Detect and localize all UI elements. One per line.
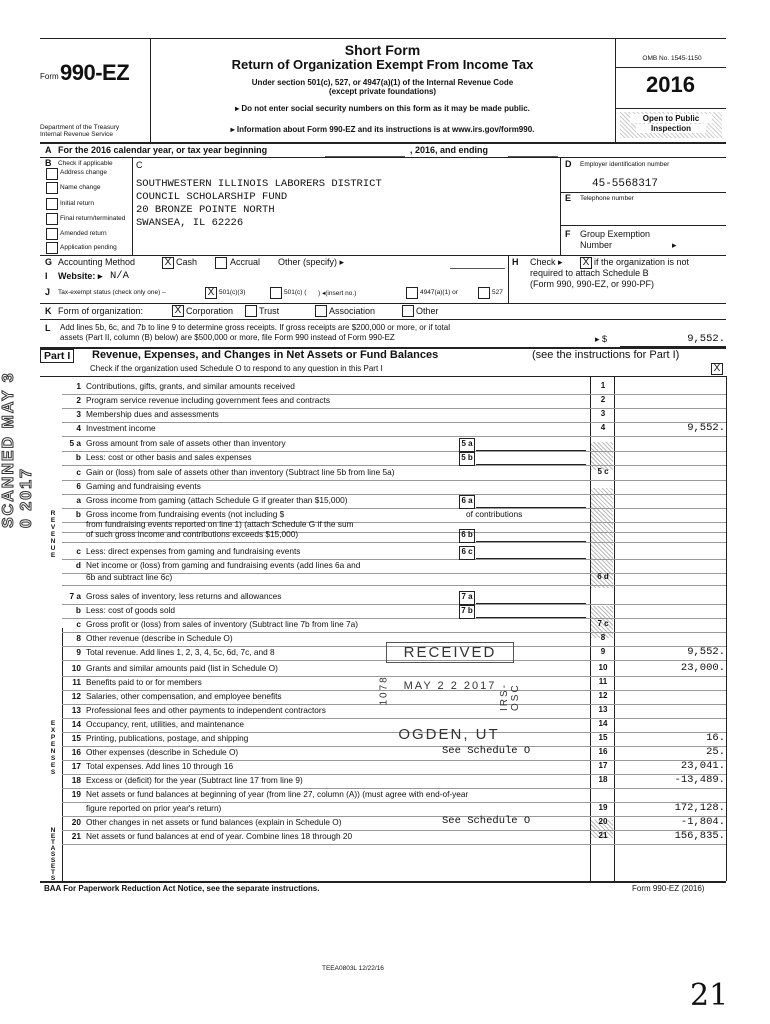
line-box-number: 10 — [598, 663, 608, 672]
section-c-label: C — [136, 160, 143, 170]
cash-label: Cash — [176, 257, 198, 267]
part1-title: Revenue, Expenses, and Changes in Net Assets or Fund Balances — [92, 349, 439, 361]
address-change-label: Address change — [60, 169, 107, 176]
line-box-number: 12 — [598, 691, 608, 700]
section-h-text: if the organization is not — [594, 257, 690, 267]
application-pending-checkbox[interactable] — [46, 242, 58, 254]
line-box-number: 20 — [598, 817, 608, 826]
section-a-label: A — [45, 145, 52, 155]
line-text: Other revenue (describe in Schedule O) — [86, 633, 233, 643]
line-text: Total expenses. Add lines 10 through 16 — [86, 761, 234, 771]
line-text: Program service revenue including government fees and contracts — [86, 395, 330, 405]
line-text: Other expenses (describe in Schedule O) — [86, 747, 239, 757]
amended-return-label: Amended return — [60, 230, 107, 237]
other-form-label: Other — [416, 306, 439, 316]
part1-schedule-o-text: Check if the organization used Schedule O to respond to any question in this Part I — [90, 364, 383, 373]
short-form-label: Short Form — [344, 42, 421, 58]
line-text: of such gross income and contributions exceeds $15,000) — [86, 529, 299, 539]
line-text: Gain or (loss) from sale of assets other than inventory (Subtract line 5b from line 5a) — [86, 467, 395, 477]
sub-box-label: 6 b — [459, 529, 475, 543]
accrual-checkbox[interactable] — [215, 257, 227, 269]
info-link: ▸ Information about Form 990-EZ and its instructions is at www.irs.gov/form990. — [230, 125, 535, 134]
line-number: 2 — [76, 395, 81, 405]
sub-box-label: 7 a — [459, 591, 475, 605]
line-text: Less: direct expenses from gaming and fundraising events — [86, 546, 301, 556]
trust-checkbox[interactable] — [245, 305, 257, 317]
corporation-checkbox[interactable]: X — [172, 305, 184, 317]
line-number: 10 — [71, 663, 81, 673]
received-stamp-right-code: IRS-OSC — [499, 683, 521, 711]
line-number: b — [75, 605, 81, 615]
line-text: from fundraising events reported on line 1) (attach Schedule G if the sum — [86, 519, 354, 529]
ein-value: 45-5568317 — [592, 178, 659, 190]
line-amount[interactable]: -13,489. — [674, 774, 725, 786]
form-title: Return of Organization Exempt From Income Tax — [231, 57, 534, 72]
section-l-line1: Add lines 5b, 6c, and 7b to line 9 to determine gross receipts. If gross receipts are $200,000 or more, or if total — [60, 323, 450, 332]
initial-return-checkbox[interactable] — [46, 198, 58, 210]
name-change-checkbox[interactable] — [46, 182, 58, 194]
line-text: Occupancy, rent, utilities, and maintenance — [86, 719, 245, 729]
name-change-label: Name change — [60, 184, 101, 191]
line-text: Gross income from gaming (attach Schedule G if greater than $15,000) — [86, 495, 348, 505]
ein-label: Employer identification number — [580, 161, 670, 168]
line-amount[interactable]: 25. — [706, 746, 725, 758]
line-box-number: 18 — [598, 775, 608, 784]
line-number: 9 — [76, 647, 81, 657]
form-of-org-label: Form of organization: — [58, 306, 144, 316]
sub-amount-field[interactable] — [476, 605, 586, 618]
form-prefix: Form — [40, 72, 59, 81]
line-number: 14 — [71, 719, 81, 729]
org-street: 20 BRONZE POINTE NORTH — [136, 204, 275, 216]
line-box-number: 16 — [598, 747, 608, 756]
form-footer-label: Form 990-EZ (2016) — [632, 884, 705, 893]
sub-box-label: 7 b — [459, 605, 475, 619]
scanned-stamp: SCANNED MAY 3 0 2017 — [0, 371, 35, 528]
line-number: 12 — [71, 691, 81, 701]
section-h-line3: (Form 990, 990-EZ, or 990-PF) — [530, 279, 655, 289]
tax-year: 2016 — [646, 72, 695, 97]
line-number: 21 — [71, 831, 81, 841]
line-number: a — [76, 495, 81, 505]
line-amount[interactable]: 172,128. — [674, 802, 725, 814]
line-amount[interactable]: -1,804. — [680, 816, 725, 828]
and-ending: , 2016, and ending — [410, 145, 489, 155]
sub-amount-field[interactable] — [476, 546, 586, 559]
section-j-label: J — [45, 287, 51, 297]
line-box-number: 4 — [600, 423, 606, 432]
line-text: Gaming and fundraising events — [86, 481, 201, 491]
received-stamp — [378, 640, 521, 750]
line-text: 6b and subtract line 6c) — [86, 572, 173, 582]
other-method-label: Other (specify) ▸ — [278, 257, 345, 267]
open-public-text: Open to Public — [630, 114, 712, 123]
address-change-checkbox[interactable] — [46, 168, 58, 180]
section-e-label: E — [565, 193, 572, 203]
net-assets-side-label: NET ASSETS — [50, 827, 56, 882]
line-number: c — [76, 546, 81, 556]
sub-amount-field[interactable] — [476, 591, 586, 604]
line-box-number: 15 — [598, 733, 608, 742]
line-amount[interactable]: 23,041. — [680, 760, 725, 772]
line-text: Gross sales of inventory, less returns and allowances — [86, 591, 282, 601]
group-exemption-number-label: Number — [580, 240, 613, 250]
line-tail: of contributions — [466, 509, 523, 519]
sub-box-label: 6 a — [459, 495, 475, 509]
except-private: (except private foundations) — [328, 87, 437, 96]
527-label: 527 — [492, 289, 503, 296]
cash-checkbox[interactable]: X — [162, 257, 174, 269]
section-k-label: K — [45, 306, 52, 316]
telephone-label: Telephone number — [580, 195, 634, 202]
accounting-method-label: Accounting Method — [58, 257, 136, 267]
line-number: 18 — [71, 775, 81, 785]
line-text: Grants and similar amounts paid (list in Schedule O) — [86, 663, 278, 673]
501c-other-label: 501(c) ( — [284, 289, 307, 296]
line-box-number: 11 — [598, 677, 608, 686]
revenue-side-label: REVENUE — [50, 510, 56, 559]
inspection-text: Inspection — [636, 124, 706, 133]
section-g-label: G — [45, 257, 53, 267]
handwritten-page-number: 21 — [690, 978, 729, 1013]
org-name-1: SOUTHWESTERN ILLINOIS LABORERS DISTRICT — [136, 178, 382, 190]
expenses-side-label: EXPENSES — [50, 720, 56, 776]
part1-schedule-o-checkbox[interactable]: X — [711, 363, 723, 375]
received-stamp-city: OGDEN, UT — [398, 726, 500, 743]
line-text: Other changes in net assets or fund balances (explain in Schedule O) — [86, 817, 342, 827]
line-number: 11 — [72, 677, 81, 687]
gross-receipts-amount: 9,552. — [687, 333, 725, 345]
section-f-label: F — [565, 229, 571, 239]
schedule-o-note: See Schedule O — [442, 745, 531, 757]
trust-label: Trust — [259, 306, 280, 316]
line-box-number: 19 — [598, 803, 608, 812]
accrual-label: Accrual — [230, 257, 261, 267]
under-section: Under section 501(c), 527, or 4947(a)(1) of the Internal Revenue Code — [251, 78, 514, 87]
line-number: 7 a — [69, 591, 81, 601]
line-text: Printing, publications, postage, and shipping — [86, 733, 249, 743]
line-text: Gross income from fundraising events (not including $ — [86, 509, 285, 519]
final-return-label: Final return/terminated — [60, 215, 126, 222]
line-box-number: 7 c — [597, 619, 609, 628]
section-b-label: B — [45, 158, 52, 168]
line-number: b — [75, 452, 81, 462]
line-number: c — [76, 467, 81, 477]
4947a1-checkbox[interactable] — [406, 287, 418, 299]
line-box-number: 21 — [598, 831, 608, 840]
dept-label: Department of the Treasury — [40, 124, 120, 131]
received-stamp-date: MAY 2 2 2017 — [403, 680, 497, 692]
section-h-check-text: Check ▸ — [530, 257, 563, 267]
org-city: SWANSEA, IL 62226 — [136, 217, 244, 229]
amended-return-checkbox[interactable] — [46, 228, 58, 240]
application-pending-label: Application pending — [60, 244, 117, 251]
line-text: Excess or (deficit) for the year (Subtract line 17 from line 9) — [86, 775, 303, 785]
4947a1-label: 4947(a)(1) or — [420, 289, 458, 296]
line-number: 8 — [76, 633, 81, 643]
line-amount[interactable]: 23,000. — [680, 662, 725, 674]
line-number: c — [76, 619, 81, 629]
association-label: Association — [329, 306, 376, 316]
sub-amount-field[interactable] — [476, 529, 586, 542]
irs-label: Internal Revenue Service — [40, 131, 113, 138]
baa-notice: BAA For Paperwork Reduction Act Notice, see the separate instructions. — [44, 884, 320, 893]
line-box-number: 5 c — [597, 467, 609, 476]
sub-amount-field[interactable] — [476, 438, 586, 451]
line-text: Net income or (loss) from gaming and fundraising events (add lines 6a and — [86, 560, 361, 570]
section-h-line2: required to attach Schedule B — [530, 268, 649, 278]
section-l-line2: assets (Part II, column (B) below) are $500,000 or more, file Form 990 instead of Form 990-EZ — [60, 333, 395, 342]
line-text: Investment income — [86, 423, 156, 433]
website-value: N/A — [110, 270, 129, 282]
form-number: 990-EZ — [60, 60, 130, 85]
line-box-number: 2 — [600, 395, 606, 404]
other-form-checkbox[interactable] — [402, 305, 414, 317]
line-text: Net assets or fund balances at end of year. Combine lines 18 through 20 — [86, 831, 353, 841]
association-checkbox[interactable] — [315, 305, 327, 317]
line-text: Membership dues and assessments — [86, 409, 219, 419]
open-public-badge — [620, 112, 722, 138]
line-text: Salaries, other compensation, and employee benefits — [86, 691, 282, 701]
line-amount[interactable]: 16. — [706, 732, 725, 744]
line-text: Gross amount from sale of assets other than inventory — [86, 438, 286, 448]
line-text: Less: cost or other basis and sales expenses — [86, 452, 252, 462]
section-l-label: L — [45, 323, 51, 333]
line-text: Net assets or fund balances at beginning of year (from line 27, column (A)) (must agree with end-of-year — [86, 789, 469, 799]
line-box-number: 3 — [600, 409, 606, 418]
line-amount[interactable]: 9,552. — [687, 422, 725, 434]
line-number: 17 — [71, 761, 81, 771]
sub-box-label: 6 c — [459, 546, 475, 560]
section-h-label: H — [512, 257, 519, 267]
line-number: 20 — [71, 817, 81, 827]
line-number: 4 — [76, 423, 81, 433]
line-number: 3 — [76, 409, 81, 419]
501c3-label: 501(c)(3) — [219, 289, 246, 296]
line-text: Gross profit or (loss) from sales of inventory (Subtract line 7b from line 7a) — [86, 619, 359, 629]
line-number: b — [75, 509, 81, 519]
line-text: Total revenue. Add lines 1, 2, 3, 4, 5c, 6d, 7c, and 8 — [86, 647, 275, 657]
section-i-label: I — [45, 271, 48, 281]
software-code: TEEA0803L 12/22/16 — [322, 965, 384, 972]
check-if-applicable: Check if applicable — [58, 160, 113, 167]
line-number: 16 — [71, 747, 81, 757]
group-exemption-label: Group Exemption — [580, 229, 651, 239]
tax-exempt-status-label: Tax-exempt status (check only one) – — [58, 289, 166, 296]
line-box-number: 1 — [600, 381, 606, 390]
sub-amount-field[interactable] — [476, 495, 586, 508]
section-l-arrow: ▸ $ — [595, 334, 608, 344]
corporation-label: Corporation — [186, 306, 234, 316]
sub-box-label: 5 a — [459, 438, 475, 452]
line-box-number: 6 d — [597, 572, 609, 581]
line-amount[interactable]: 156,835. — [674, 830, 725, 842]
line-amount[interactable]: 9,552. — [687, 646, 725, 658]
line-number: d — [75, 560, 81, 570]
line-box-number: 17 — [598, 761, 608, 770]
tax-year-line: For the 2016 calendar year, or tax year beginning — [58, 145, 268, 155]
line-box-number: 9 — [600, 647, 606, 656]
501c-other-checkbox[interactable] — [270, 287, 282, 299]
501c3-checkbox[interactable]: X — [205, 287, 217, 299]
line-text: Contributions, gifts, grants, and similar amounts received — [86, 381, 295, 391]
line-number: 1 — [76, 381, 81, 391]
schedule-o-note: See Schedule O — [442, 815, 531, 827]
527-checkbox[interactable] — [478, 287, 490, 299]
no-ssn-warning: ▸ Do not enter social security numbers on this form as it may be made public. — [235, 104, 530, 113]
part1-title-tail: (see the instructions for Part I) — [532, 349, 680, 361]
line-text: Professional fees and other payments to independent contractors — [86, 705, 326, 715]
line-text: figure reported on prior year's return) — [86, 803, 222, 813]
line-number: 6 — [76, 481, 81, 491]
insert-no-label: ) ◂(insert no.) — [318, 290, 357, 297]
omb-number: OMB No. 1545-1150 — [642, 55, 702, 62]
line-box-number: 14 — [598, 719, 608, 728]
line-number: 5 a — [69, 438, 81, 448]
line-number: 19 — [71, 789, 81, 799]
received-stamp-title: RECEIVED — [386, 642, 514, 663]
website-label: Website: ▸ — [58, 271, 103, 281]
line-number: 15 — [71, 733, 81, 743]
part1-label: Part I — [40, 349, 74, 363]
line-number: 13 — [71, 705, 81, 715]
section-d-label: D — [565, 159, 572, 169]
sub-amount-field[interactable] — [476, 452, 586, 465]
received-stamp-left-code: 1078 — [378, 675, 390, 706]
line-text: Less: cost of goods sold — [86, 605, 176, 615]
initial-return-label: Initial return — [60, 200, 94, 207]
org-name-2: COUNCIL SCHOLARSHIP FUND — [136, 191, 288, 203]
line-box-number: 8 — [600, 633, 606, 642]
final-return-checkbox[interactable] — [46, 213, 58, 225]
schedule-b-checkbox[interactable]: X — [580, 257, 592, 269]
line-text: Benefits paid to or for members — [86, 677, 202, 687]
line-box-number: 13 — [598, 705, 608, 714]
sub-box-label: 5 b — [459, 452, 475, 466]
